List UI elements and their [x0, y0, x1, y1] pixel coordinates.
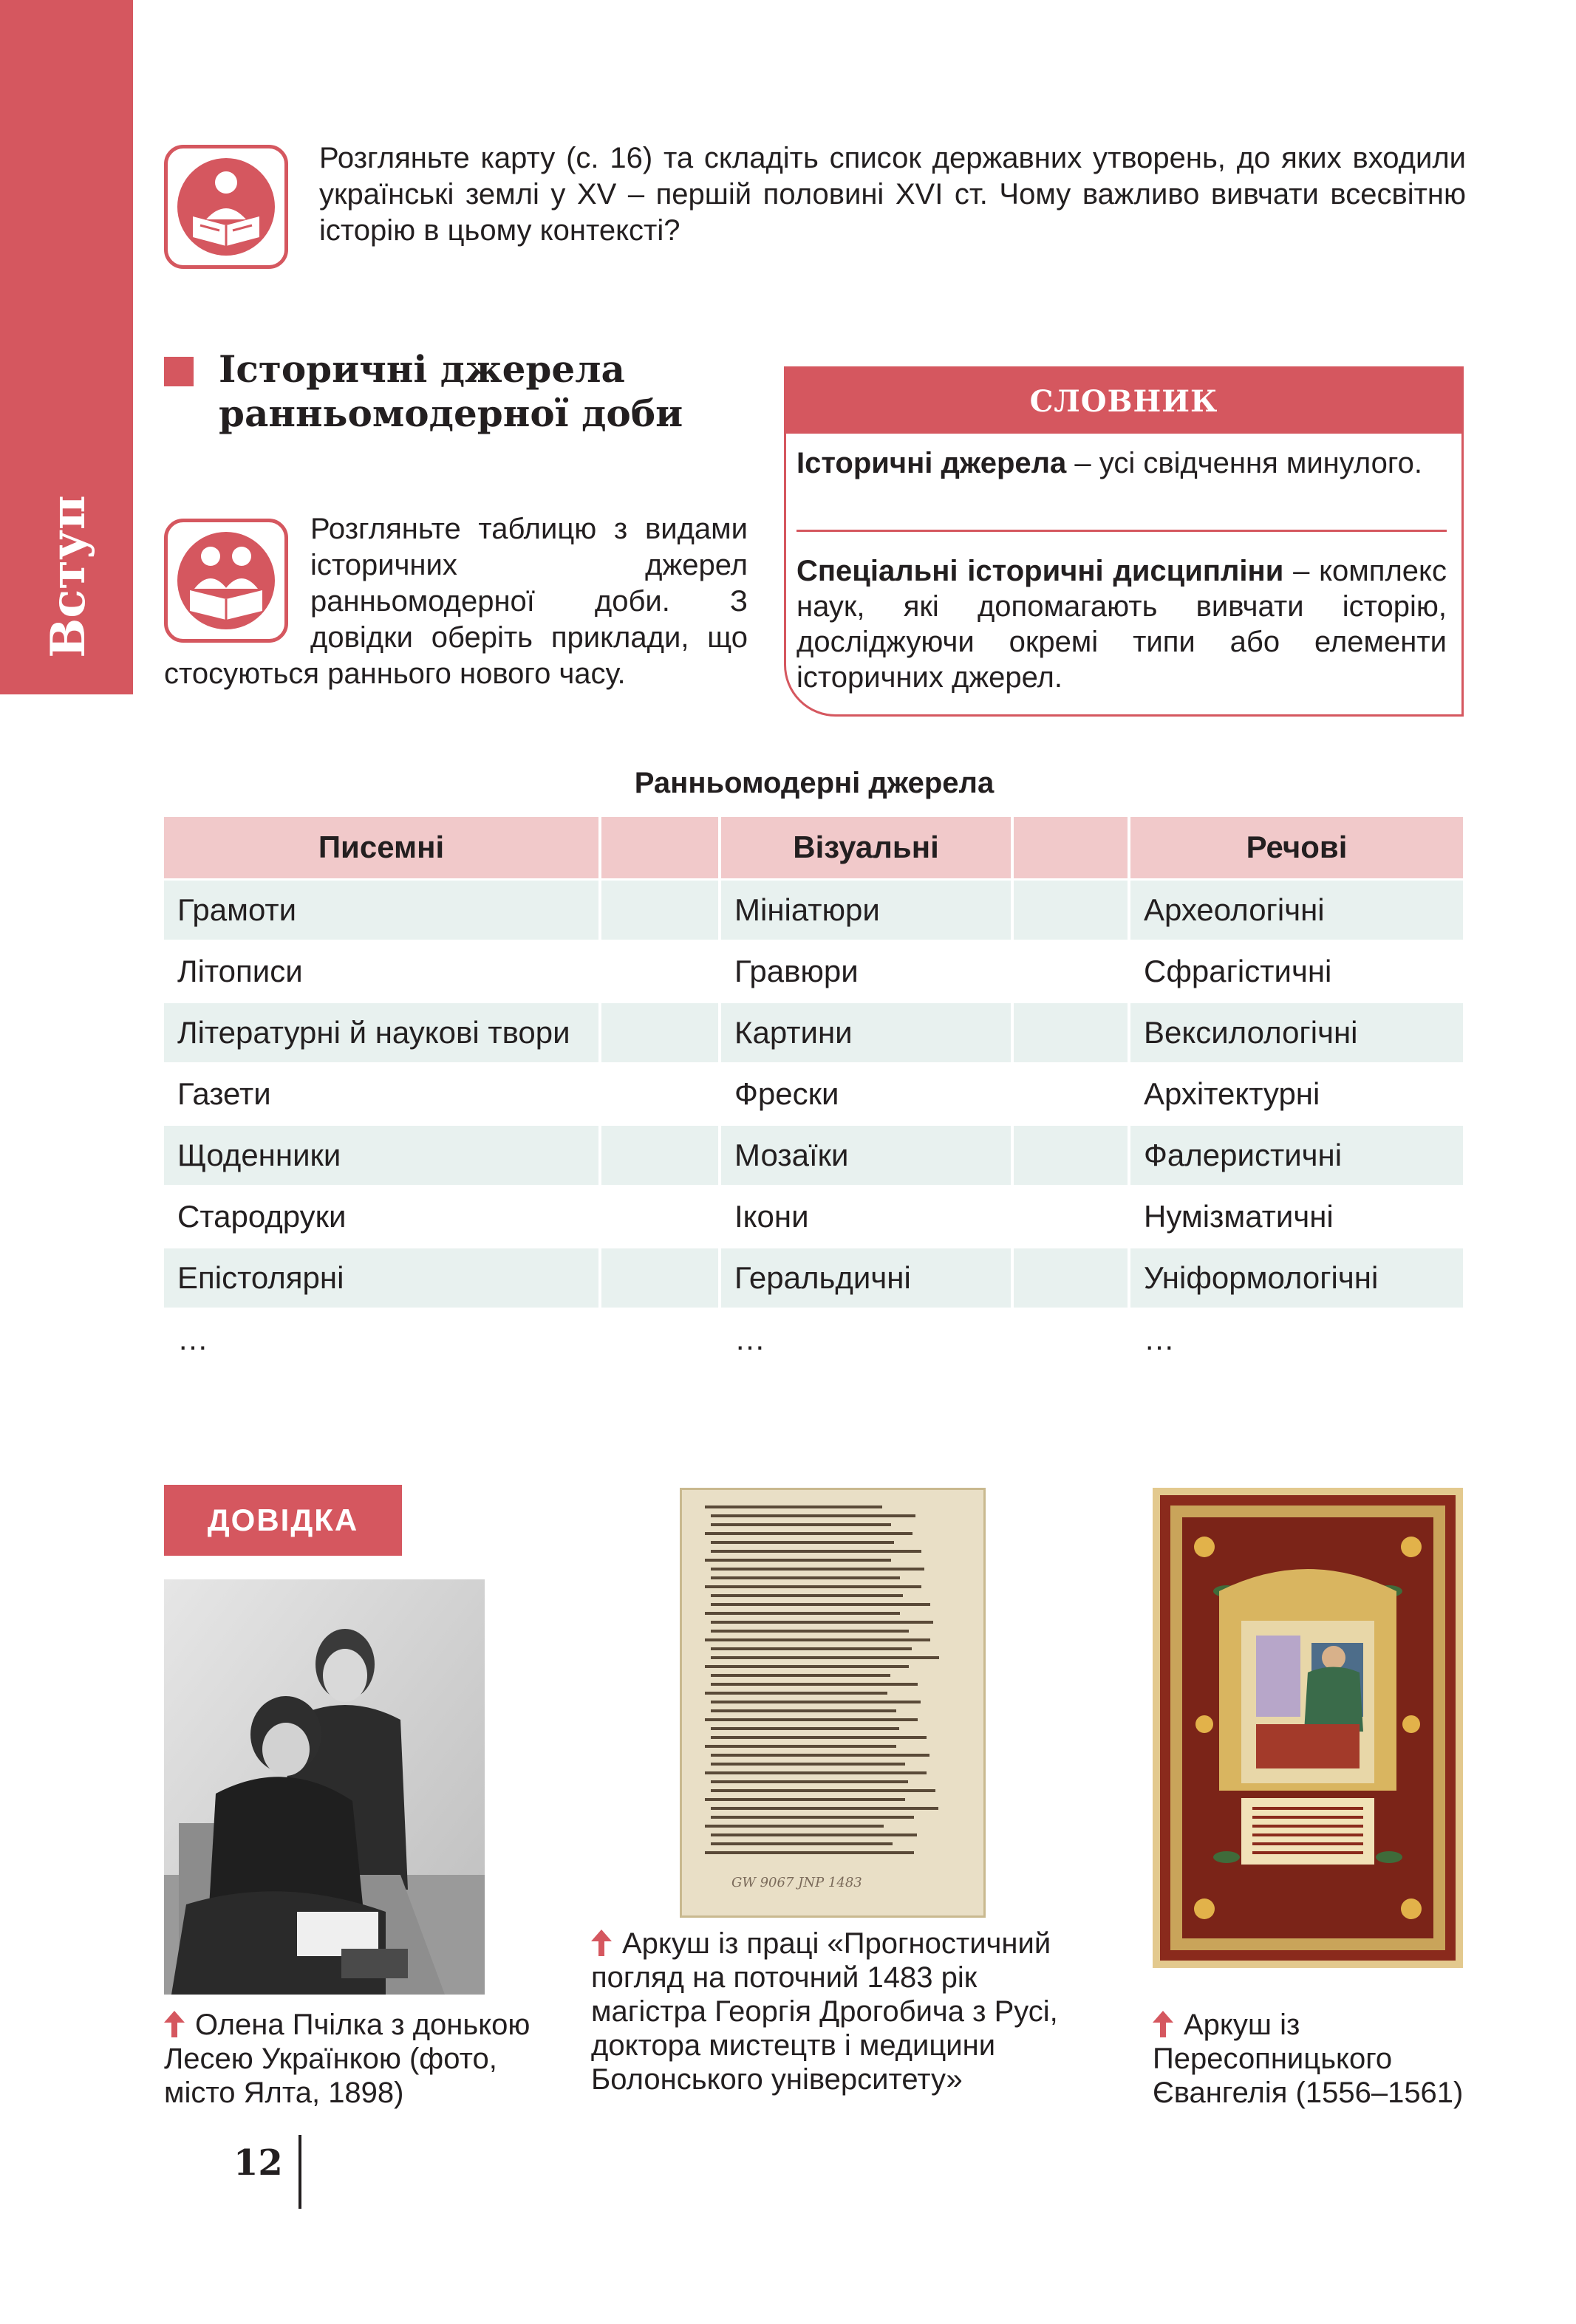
- cell-text: Візуальні: [793, 830, 939, 864]
- caption-text: Аркуш із праці «Прогностичний погляд на поточний 1483 рік магістра Георгія Дрогобича з Русі, доктора мистецтв і медицини Болонського університету»: [591, 1927, 1058, 2096]
- manuscript-text-line: [711, 1630, 909, 1633]
- cell-text: Уніформологічні: [1144, 1260, 1379, 1295]
- manuscript-text-line: [705, 1506, 882, 1508]
- table-cell: [601, 1187, 718, 1246]
- manuscript-text-line: [711, 1842, 893, 1845]
- task-map-text: Розгляньте карту (с. 16) та складіть список державних утворень, до яких входили українські землі у XV – першій половині XVI ст. Чому важливо вивчати всесвітню історію в цьому контексті?: [319, 142, 1466, 247]
- table-cell: [164, 942, 598, 1001]
- manuscript-text-line: [711, 1541, 894, 1544]
- section-marker: [164, 357, 194, 386]
- gospel-text-line: [1252, 1851, 1363, 1854]
- table-cell: [164, 1126, 598, 1185]
- manuscript-text-line: [711, 1523, 891, 1526]
- arrow-up-icon: [1153, 2011, 1173, 2037]
- cell-text: Літературні й наукові твори: [177, 1015, 570, 1050]
- manuscript-text-line: [711, 1754, 929, 1757]
- cell-text: Мініатюри: [734, 892, 880, 927]
- manuscript-text-line: [711, 1550, 921, 1553]
- cell-text: Архітектурні: [1144, 1076, 1320, 1111]
- cell-text: …: [734, 1322, 765, 1356]
- cell-text: Нумізматичні: [1144, 1199, 1334, 1234]
- table-header-cell: [1130, 817, 1463, 878]
- glossary-title: СЛОВНИК: [786, 369, 1461, 434]
- cell-text: Фрески: [734, 1076, 839, 1111]
- table-cell: [1014, 1003, 1128, 1062]
- table-cell: [164, 1248, 598, 1308]
- glossary-term: Історичні джерела: [796, 447, 1067, 479]
- manuscript-text-line: [711, 1621, 933, 1624]
- manuscript-text-line: [711, 1647, 912, 1650]
- table-cell: [1014, 942, 1128, 1001]
- manuscript-text-line: [705, 1532, 912, 1535]
- table-header-cell: [601, 817, 718, 878]
- table-cell: [1014, 1126, 1128, 1185]
- cell-text: Стародруки: [177, 1199, 347, 1234]
- cell-text: Епістолярні: [177, 1260, 344, 1295]
- table-cell: [1014, 1310, 1128, 1369]
- table-cell: [721, 1126, 1011, 1185]
- manuscript-text-line: [711, 1816, 914, 1819]
- page-number-rule: [299, 2135, 301, 2209]
- table-cell: [601, 1248, 718, 1308]
- table-cell: [164, 1064, 598, 1124]
- table-title: Ранньомодерні джерела: [634, 767, 995, 799]
- task-table-text: [164, 511, 748, 692]
- table-cell: [721, 881, 1011, 940]
- manuscript-text-line: [711, 1780, 908, 1783]
- manuscript-text-line: [705, 1612, 900, 1615]
- manuscript-text-line: [711, 1514, 915, 1517]
- cell-text: Мозаїки: [734, 1138, 849, 1172]
- cell-text: …: [177, 1322, 208, 1356]
- manuscript-text-line: [711, 1576, 900, 1579]
- table-cell: [1014, 1064, 1128, 1124]
- manuscript-text-line: [705, 1692, 887, 1695]
- manuscript-page-photo: [680, 1488, 986, 1918]
- manuscript-text-line: [711, 1701, 921, 1703]
- glossary-entry-2: [796, 553, 1447, 695]
- cell-text: Грамоти: [177, 892, 297, 927]
- table-cell: [1014, 1248, 1128, 1308]
- manuscript-text-line: [711, 1709, 896, 1712]
- table-cell: [1130, 1064, 1463, 1124]
- manuscript-text-line: [711, 1674, 890, 1677]
- table-cell: [601, 1310, 718, 1369]
- glossary-divider: [796, 530, 1447, 532]
- manuscript-text-line: [705, 1825, 884, 1828]
- manuscript-text-line: [705, 1665, 909, 1668]
- cell-text: Геральдичні: [734, 1260, 911, 1295]
- manuscript-text-line: [705, 1745, 896, 1748]
- side-tab-label: Вступ: [40, 494, 96, 658]
- table-cell: [721, 1187, 1011, 1246]
- manuscript-text-line: [711, 1568, 924, 1571]
- cell-text: Речові: [1246, 830, 1348, 864]
- caption-text: Аркуш із Пересопницького Євангелія (1556–1561): [1153, 2009, 1464, 2109]
- table-cell: [1130, 1003, 1463, 1062]
- table-cell: [164, 1187, 598, 1246]
- table-cell: [721, 1248, 1011, 1308]
- side-tab-label-box: [9, 480, 127, 672]
- cell-text: …: [1144, 1322, 1175, 1356]
- task-table-text-content: Розгляньте таблицю з видами історичних джерел ранньомодерної доби. З довідки оберіть приклади, що стосуються раннього нового часу.: [164, 513, 748, 690]
- glossary-box: [784, 366, 1464, 717]
- section-title: Історичні джерела ранньомодерної доби: [219, 347, 683, 435]
- table-cell: [1014, 881, 1128, 940]
- table-cell: [1130, 1187, 1463, 1246]
- cell-text: Літописи: [177, 954, 303, 988]
- table-cell: [601, 1064, 718, 1124]
- arrow-up-icon: [591, 1930, 612, 1956]
- caption-manuscript: [591, 1927, 1079, 2096]
- caption-text: Олена Пчілка з донькою Лесею Українкою (фото, місто Ялта, 1898): [164, 2009, 531, 2109]
- table-cell: [1130, 1248, 1463, 1308]
- manuscript-text-line: [705, 1798, 905, 1801]
- table-cell: [1014, 1187, 1128, 1246]
- table-header-cell: [1014, 817, 1128, 878]
- table-cell: [601, 1003, 718, 1062]
- gospel-text-line: [1252, 1825, 1363, 1828]
- manuscript-text-line: [711, 1656, 939, 1659]
- manuscript-text-line: [711, 1603, 930, 1606]
- cell-text: Фалеристичні: [1144, 1138, 1343, 1172]
- manuscript-text-line: [711, 1727, 899, 1730]
- table-cell: [721, 942, 1011, 1001]
- cell-text: Сфрагістичні: [1144, 954, 1332, 988]
- table-cell: [601, 1126, 718, 1185]
- manuscript-text-line: [711, 1807, 938, 1810]
- gospel-text-line: [1252, 1816, 1363, 1819]
- icon-float-spacer: [164, 511, 310, 622]
- caption-portrait: [164, 2008, 563, 2110]
- table-cell: [601, 881, 718, 940]
- cell-text: Гравюри: [734, 954, 859, 988]
- reader-icon: [164, 145, 288, 269]
- glossary-definition: – усі свідчення минулого.: [1066, 447, 1422, 479]
- reference-badge: ДОВІДКА: [164, 1485, 402, 1556]
- manuscript-text-line: [711, 1763, 905, 1766]
- table-cell: [164, 1310, 598, 1369]
- cell-text: Газети: [177, 1076, 271, 1111]
- table-header-cell: [164, 817, 598, 878]
- glossary-term: Спеціальні історичні дисципліни: [796, 555, 1284, 587]
- archival-portrait-photo: [164, 1579, 485, 1995]
- gospel-text-line: [1252, 1833, 1363, 1836]
- cell-text: Щоденники: [177, 1138, 341, 1172]
- manuscript-text-line: [711, 1594, 903, 1597]
- manuscript-mark: GW 9067 JNP 1483: [731, 1875, 862, 1890]
- manuscript-text-line: [705, 1638, 930, 1641]
- glossary-entry-1: [796, 445, 1447, 481]
- manuscript-text-line: [705, 1585, 921, 1588]
- illuminated-gospel-photo: [1153, 1488, 1463, 1968]
- manuscript-text-line: [705, 1718, 918, 1721]
- manuscript-text-line: [711, 1683, 918, 1686]
- page-number: 12: [233, 2142, 283, 2184]
- manuscript-text-line: [705, 1771, 927, 1774]
- table-cell: [721, 1310, 1011, 1369]
- gospel-text-line: [1252, 1842, 1363, 1845]
- cell-text: Писемні: [318, 830, 445, 864]
- table-cell: [1130, 881, 1463, 940]
- cell-text: Археологічні: [1144, 892, 1325, 927]
- manuscript-text-line: [711, 1789, 935, 1792]
- glossary-definition: – комплекс наук, які допомагають вивчати історію, досліджуючи окремі типи або елементи історичних джерел.: [796, 555, 1447, 694]
- manuscript-text-line: [711, 1833, 917, 1836]
- table-cell: [1130, 942, 1463, 1001]
- table-cell: [721, 1064, 1011, 1124]
- table-cell: [164, 881, 598, 940]
- arrow-up-icon: [164, 2011, 185, 2037]
- cell-text: Картини: [734, 1015, 853, 1050]
- table-cell: [601, 942, 718, 1001]
- manuscript-text-line: [705, 1559, 891, 1562]
- manuscript-text-line: [705, 1851, 914, 1854]
- table-cell: [1130, 1310, 1463, 1369]
- table-cell: [721, 1003, 1011, 1062]
- gospel-text-line: [1252, 1807, 1363, 1810]
- table-header-cell: [721, 817, 1011, 878]
- table-cell: [164, 1003, 598, 1062]
- manuscript-text-line: [711, 1736, 927, 1739]
- table-cell: [1130, 1126, 1463, 1185]
- cell-text: Вексилологічні: [1144, 1015, 1358, 1050]
- caption-gospel: [1153, 2008, 1478, 2110]
- cell-text: Ікони: [734, 1199, 809, 1234]
